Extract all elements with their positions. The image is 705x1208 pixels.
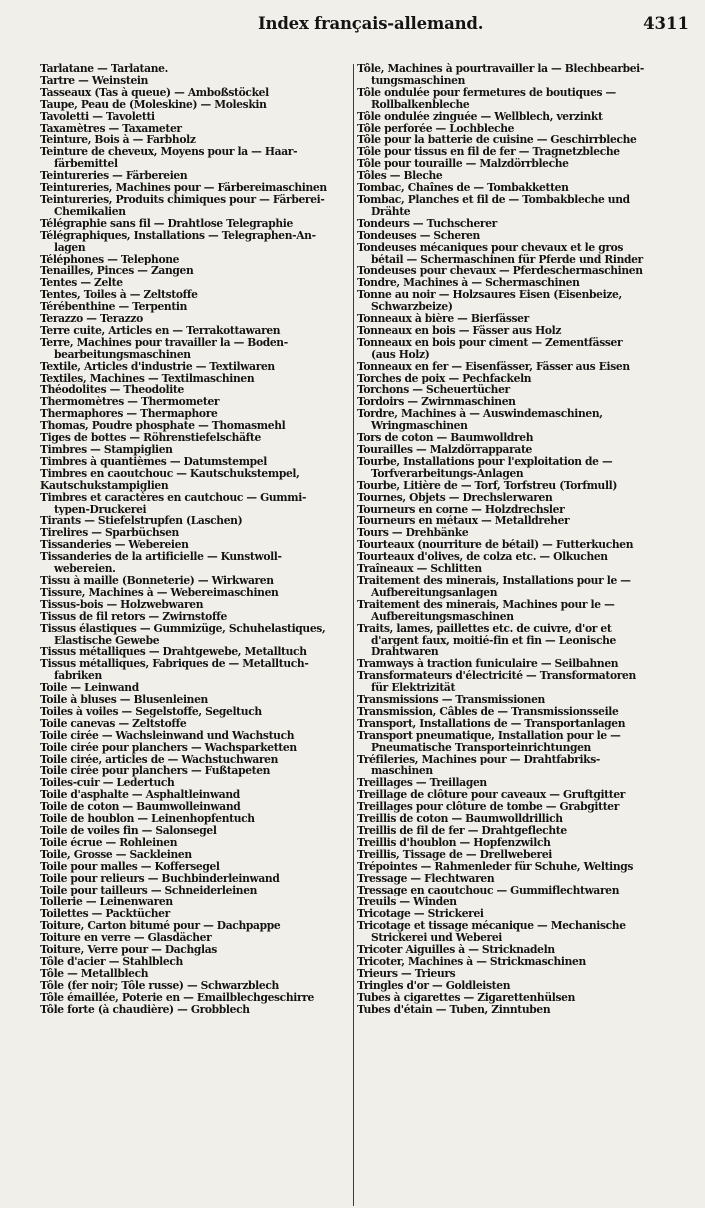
index-entry: Thermaphores — Thermaphore (40, 408, 218, 421)
index-entry: Toiture, Carton bitumé pour — Dachpappe (40, 920, 281, 933)
index-entry: Kautschukstampiglien (40, 479, 169, 492)
page-header (0, 14, 705, 40)
index-entry: Toile pour malles — Koffersegel (40, 860, 220, 873)
index-entry: Tissanderies — Webereien (40, 539, 189, 552)
index-entry: Tricoter Aiguilles à — Stricknadeln (357, 944, 555, 956)
index-entry: Tordoirs — Zwirnmaschinen (357, 396, 516, 409)
index-entry: Tissu à maille (Bonneterie) — Wirkwaren (40, 574, 274, 587)
index-entry: Tissus métalliques, Fabriques de — Metalltuch- (40, 658, 309, 671)
index-entry: Toile canevas — Zeltstoffe (40, 717, 187, 730)
page-number: 4311 (643, 14, 689, 33)
index-entry: Tondeuses — Scheren (357, 229, 480, 242)
index-entry: Torfverarbeitungs-Anlagen (371, 467, 524, 480)
index-entry: Toiture, Verre pour — Dachglas (40, 944, 217, 956)
index-entry: Tonneaux en fer — Eisenfässer, Fässer aus Eisen (357, 360, 630, 373)
index-entry: Tournes, Objets — Drechslerwaren (357, 491, 553, 504)
index-entry: Toile pour tailleurs — Schneiderleinen (40, 884, 258, 897)
index-entry: Chemikalien (54, 205, 126, 218)
index-entry: für Elektrizität (371, 682, 456, 695)
index-entry: Toile cirée — Wachsleinwand und Wachstuch (40, 729, 295, 742)
index-entry: Tirelires — Sparbüchsen (40, 527, 179, 540)
index-entry: Tenailles, Pinces — Zangen (40, 265, 194, 278)
index-entry: Tollerie — Leinenwaren (40, 896, 173, 909)
index-entry: Tordre, Machines à — Auswindemaschinen, (357, 408, 603, 421)
index-entry: Trieurs — Trieurs (357, 967, 456, 980)
index-entry: Tirants — Stiefelstrupfen (Laschen) (40, 515, 243, 528)
index-entry: Teintureries, Produits chimiques pour — Färberei- (40, 193, 325, 206)
index-entry: Teinture, Bois à — Farbholz (40, 134, 196, 147)
index-entry: Toile d'asphalte — Asphaltleinwand (40, 789, 240, 802)
index-entry: Strickerei und Weberei (371, 932, 502, 945)
index-entry: Treillages pour clôture de tombe — Grabgitter (357, 801, 620, 814)
index-entry: Toile, Grosse — Sackleinen (40, 848, 192, 861)
index-entry: Tôle d'acier — Stahlblech (40, 955, 183, 968)
index-entry: Tourneurs en métaux — Metalldreher (357, 515, 570, 528)
index-entry: Toiles à voiles — Segelstoffe, Segeltuch (40, 705, 262, 718)
index-entry: Treillages — Treillagen (357, 777, 487, 790)
index-entry: Toile à bluses — Blusenleinen (40, 694, 208, 706)
index-entry: Textiles, Machines — Textilmaschinen (40, 372, 255, 385)
index-entry: Toile pour relieurs — Buchbinderleinwand (40, 872, 280, 885)
index-entry: Tôle perforée — Lochbleche (357, 122, 515, 135)
index-entry: Trépointes — Rahmenleder für Schuhe, Weltings (357, 860, 634, 873)
index-entry: bearbeitungsmaschinen (54, 348, 191, 361)
index-entry: Tondeuses mécaniques pour chevaux et le gros (357, 241, 624, 254)
index-entry: Traîneaux — Schlitten (357, 563, 482, 575)
index-entry: Teintureries, Machines pour — Färbereimaschinen (40, 182, 327, 194)
index-entry: Tourailles — Malzdörrapparate (357, 444, 532, 456)
index-entry: Toile cirée pour planchers — Wachsparketten (40, 741, 297, 754)
index-entry: d'argent faux, moitié-fin et fin — Leonische (371, 634, 616, 647)
index-entry: Tombac, Chaînes de — Tombakketten (357, 182, 569, 194)
index-entry: Toiture en verre — Glasdächer (40, 932, 212, 945)
index-entry: typen-Druckerei (54, 503, 147, 516)
index-entry: Tentes, Toiles à — Zeltstoffe (40, 289, 198, 302)
index-entry: Toiles-cuir — Ledertuch (40, 777, 175, 790)
index-entry: Elastische Gewebe (54, 634, 160, 647)
index-entry: Tricoter, Machines à — Strickmaschinen (357, 955, 586, 968)
index-entry: Térébenthine — Terpentin (40, 301, 188, 314)
index-entry: Tondeurs — Tuchscherer (357, 217, 497, 230)
index-entry: Tondeuses pour chevaux — Pferdeschermaschinen (357, 265, 643, 278)
page-title: Index français-allemand. (258, 14, 484, 33)
index-entry: Schwarzbeize) (371, 301, 453, 314)
index-entry: tungsmaschinen (371, 74, 465, 87)
index-entry: Traitement des minerais, Installations pour le — (357, 574, 631, 587)
index-entry: Tours — Drehbänke (357, 527, 469, 540)
index-entry: Transport pneumatique, Installation pour le — (357, 729, 621, 742)
index-entry: Textile, Articles d'industrie — Textilwaren (40, 360, 275, 373)
index-entry: Treillis, Tissage de — Drellweberei (357, 848, 553, 861)
index-entry: Timbres en caoutchouc — Kautschukstempel, (40, 467, 300, 480)
index-entry: Toile de houblon — Leinenhopfentuch (40, 813, 255, 825)
index-entry: Toile de voiles fin — Salonsegel (40, 825, 217, 837)
index-entry: Tourteaux d'olives, de colza etc. — Ölkuchen (357, 551, 608, 564)
index-entry: Tubes à cigarettes — Zigarettenhülsen (357, 991, 575, 1004)
index-entry: Tonneaux à bière — Bierfässer (357, 313, 529, 325)
index-entry: Traitement des minerais, Machines pour le — (357, 598, 615, 611)
index-entry: Torches de poix — Pechfackeln (357, 372, 532, 385)
index-entry: Tôle émaillée, Poterie en — Emailblechgeschirre (40, 991, 314, 1004)
index-entry: Traits, lames, paillettes etc. de cuivre, d'or et (357, 622, 612, 635)
index-entry: Tondre, Machines à — Schermaschinen (357, 277, 580, 290)
index-entry: Tourteaux (nourriture de bétail) — Futterkuchen (357, 539, 634, 552)
index-entry: Treillis de fil de fer — Drahtgeflechte (357, 825, 567, 837)
index-entry: Torchons — Scheuertücher (357, 384, 510, 397)
index-entry: Théodolites — Theodolite (40, 384, 184, 397)
index-entry: Tissus élastiques — Gummizüge, Schuhelastiques, (40, 622, 326, 635)
index-entry: Tissus métalliques — Drahtgewebe, Metalltuch (40, 646, 307, 659)
index-entry: Toile — Leinwand (40, 682, 139, 695)
index-entry: Terre, Machines pour travailler la — Boden- (40, 336, 288, 349)
index-entry: Treuils — Winden (357, 896, 457, 909)
index-entry: Tringles d'or — Goldleisten (357, 979, 511, 992)
index-entry: Transport, Installations de — Transportanlagen (357, 717, 626, 730)
index-entry: Treillage de clôture pour caveaux — Gruftgitter (357, 789, 626, 802)
index-entry: Tôle ondulée pour fermetures de boutiques — (357, 86, 616, 99)
index-entry: Tôles — Bleche (357, 170, 443, 183)
index-entry: Tôle pour tissus en fil de fer — Tragnetzbleche (357, 146, 620, 159)
index-entry: Toile cirée pour planchers — Fußtapeten (40, 765, 271, 778)
index-entry: Drähte (371, 205, 411, 218)
index-entry: Tôle pour touraille — Malzdörrbleche (357, 158, 569, 171)
index-entry: Transmission, Câbles de — Transmissionsseile (357, 705, 619, 718)
index-entry: Téléphones — Telephone (40, 253, 180, 266)
index-entry: färbemittel (54, 158, 118, 171)
index-entry: Terazzo — Terazzo (40, 313, 143, 325)
index-entry: Teinture de cheveux, Moyens pour la — Haar- (40, 146, 298, 159)
index-entry: Tréfileries, Machines pour — Drahtfabriks- (357, 753, 600, 766)
index-entry: Toile cirée, articles de — Wachstuchwaren (40, 753, 279, 766)
index-entry: Tôle forte (à chaudière) — Grobblech (40, 1003, 250, 1016)
index-entry: Taxamètres — Taxameter (40, 122, 182, 135)
index-entry: Transformateurs d'électricité — Transformatoren (357, 670, 636, 683)
index-entry: Toile écrue — Rohleinen (40, 836, 178, 849)
index-entry: Timbres à quantièmes — Datumstempel (40, 455, 267, 468)
index-entry: Tricotage et tissage mécanique — Mechanische (357, 920, 626, 933)
index-entry: Treillis de coton — Baumwolldrillich (357, 813, 563, 825)
index-entry: Tasseaux (Tas à queue) — Amboßstöckel (40, 86, 269, 99)
index-entry: Rollbalkenbleche (371, 98, 470, 111)
index-entry: Tressage en caoutchouc — Gummiflechtwaren (357, 884, 620, 897)
column-divider (353, 64, 354, 1206)
index-entry: Tombac, Planches et fil de — Tombakbleche und (357, 193, 630, 206)
index-entry: Aufbereitungsmaschinen (371, 610, 514, 623)
index-entry: Tôle, Machines à pourtravailler la — Blechbearbei- (357, 63, 644, 75)
index-entry: Treillis d'houblon — Hopfenzwilch (357, 836, 551, 849)
index-entry: Drahtwaren (371, 646, 439, 659)
index-entry: Taupe, Peau de (Moleskine) — Moleskin (40, 98, 267, 111)
index-entry: Tissus-bois — Holzwebwaren (40, 598, 204, 611)
index-entry: Teintureries — Färbereien (40, 170, 188, 183)
index-entry: Tissure, Machines à — Webereimaschinen (40, 586, 279, 599)
index-entry: Thomas, Poudre phosphate — Thomasmehl (40, 420, 286, 433)
index-entry: Tubes d'étain — Tuben, Zinntuben (357, 1003, 551, 1016)
index-entry: Timbres et caractères en cautchouc — Gummi- (40, 491, 307, 504)
index-entry: Tricotage — Strickerei (357, 908, 484, 921)
index-entry: lagen (54, 241, 86, 254)
index-entry: Tourbe, Installations pour l'exploitation de — (357, 455, 613, 468)
index-entry: Toile de coton — Baumwolleinwand (40, 801, 241, 814)
index-entry: webereien. (54, 563, 116, 575)
index-entry: Timbres — Stampiglien (40, 444, 173, 456)
index-entry: Transmissions — Transmissionen (357, 694, 545, 706)
right-column (357, 63, 695, 1016)
index-entry: Pneumatische Transporteinrichtungen (371, 741, 591, 754)
index-entry: Télégraphie sans fil — Drahtlose Telegraphie (40, 217, 293, 230)
index-entry: Tissanderies de la artificielle — Kunstwoll- (40, 551, 282, 564)
index-entry: Tonneaux en bois — Fässer aus Holz (357, 324, 562, 337)
index-entry: Tavoletti — Tavoletti (40, 110, 155, 123)
index-entry: fabriken (54, 670, 102, 683)
index-entry: Tarlatane — Tarlatane. (40, 63, 168, 75)
index-entry: Tonneaux en bois pour ciment — Zementfässer (357, 336, 623, 349)
index-entry: Wringmaschinen (371, 420, 468, 433)
index-entry: Télégraphiques, Installations — Telegraphen-An- (40, 229, 316, 242)
index-entry: Thermomètres — Thermometer (40, 396, 220, 409)
index-entry: Tonne au noir — Holzsaures Eisen (Eisenbeize, (357, 289, 622, 302)
index-entry: bétail — Schermaschinen für Pferde und Rinder (371, 253, 643, 266)
index-entry: Tourbe, Litière de — Torf, Torfstreu (Torfmull) (357, 479, 618, 492)
index-entry: Tôle — Metallblech (40, 967, 149, 980)
index-entry: Tressage — Flechtwaren (357, 872, 495, 885)
index-entry: Aufbereitungsanlagen (371, 586, 498, 599)
index-entry: Toilettes — Packtücher (40, 908, 170, 921)
index-entry: Tourneurs en corne — Holzdrechsler (357, 503, 565, 516)
index-entry: Tramways à traction funiculaire — Seilbahnen (357, 658, 619, 671)
index-entry: Tartre — Weinstein (40, 74, 149, 87)
index-entry: Terre cuite, Articles en — Terrakottawaren (40, 324, 281, 337)
index-entry: Tors de coton — Baumwolldreh (357, 432, 534, 444)
index-entry: Tôle pour la batterie de cuisine — Geschirrbleche (357, 134, 637, 147)
index-entry: Tentes — Zelte (40, 277, 123, 290)
index-entry: maschinen (371, 765, 433, 778)
index-entry: (aus Holz) (371, 348, 430, 361)
left-column (40, 63, 352, 1016)
index-entry: Tôle (fer noir; Tôle russe) — Schwarzblech (40, 979, 279, 992)
index-entry: Tissus de fil retors — Zwirnstoffe (40, 610, 227, 623)
index-entry: Tôle ondulée zinguée — Wellblech, verzinkt (357, 110, 603, 123)
index-entry: Tiges de bottes — Röhrenstiefelschäfte (40, 432, 261, 444)
